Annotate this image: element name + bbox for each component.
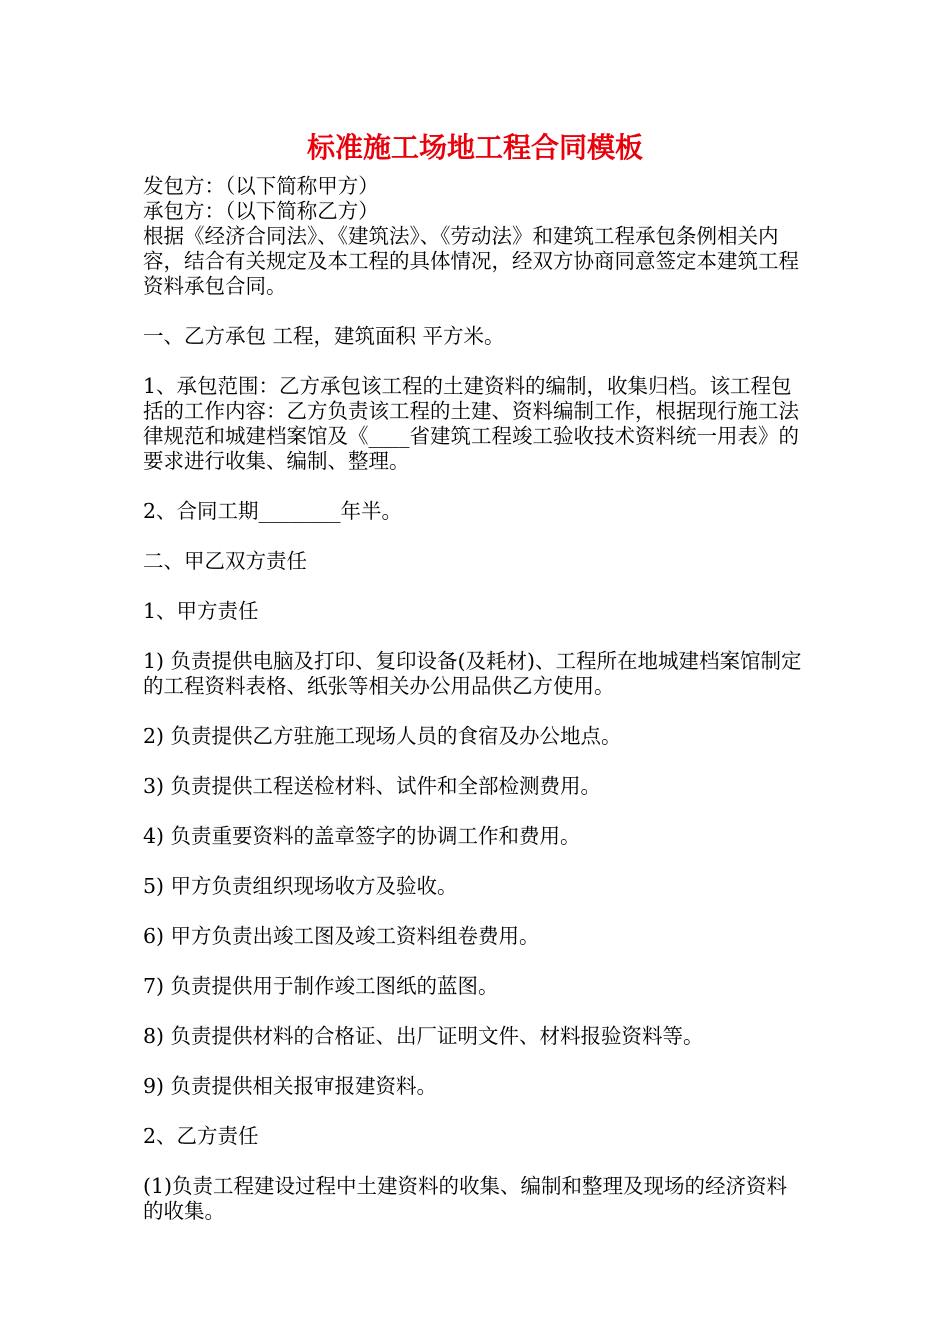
contractor-line: 承包方：（以下简称乙方） xyxy=(143,199,379,223)
section-2-heading: 二、甲乙双方责任 xyxy=(143,549,307,573)
party-a-item: 6) 甲方负责出竣工图及竣工资料组卷费用。 xyxy=(143,924,540,948)
document-title: 标准施工场地工程合同模板 xyxy=(306,131,643,164)
party-a-item: 7) 负责提供用于制作竣工图纸的蓝图。 xyxy=(143,974,499,998)
party-a-item: 1) 负责提供电脑及打印、复印设备(及耗材)、工程所在地城建档案馆制定的工程资料表格、纸张等相关办公用品供乙方使用。 xyxy=(143,649,802,698)
employer-line: 发包方：（以下简称甲方） xyxy=(143,174,379,198)
party-a-heading: 1、甲方责任 xyxy=(143,599,259,623)
duration-paragraph: 2、合同工期________年半。 xyxy=(143,499,403,523)
party-a-item: 2) 负责提供乙方驻施工现场人员的食宿及办公地点。 xyxy=(143,724,622,748)
intro-paragraph: 根据《经济合同法》、《建筑法》、《劳动法》和建筑工程承包条例相关内容，结合有关规定及本工程的具体情况，经双方协商同意签定本建筑工程资料承包合同。 xyxy=(143,224,799,298)
party-a-item: 4) 负责重要资料的盖章签字的协调工作和费用。 xyxy=(143,824,581,848)
party-b-heading: 2、乙方责任 xyxy=(143,1124,259,1148)
party-a-item: 5) 甲方负责组织现场收方及验收。 xyxy=(143,874,458,898)
party-a-item: 9) 负责提供相关报审报建资料。 xyxy=(143,1074,438,1098)
party-b-item: (1)负责工程建设过程中土建资料的收集、编制和整理及现场的经济资料的收集。 xyxy=(143,1174,788,1223)
scope-paragraph: 1、承包范围：乙方承包该工程的土建资料的编制，收集归档。该工程包括的工作内容：乙方负责该工程的土建、资料编制工作，根据现行施工法律规范和城建档案馆及《____省建筑工程竣工验收技术资料统一用表》的要求进行收集、编制、整理。 xyxy=(143,374,799,473)
section-1-heading: 一、乙方承包 工程，建筑面积 平方米。 xyxy=(143,324,505,348)
party-a-item: 8) 负责提供材料的合格证、出厂证明文件、材料报验资料等。 xyxy=(143,1024,704,1048)
party-a-item: 3) 负责提供工程送检材料、试件和全部检测费用。 xyxy=(143,774,602,798)
